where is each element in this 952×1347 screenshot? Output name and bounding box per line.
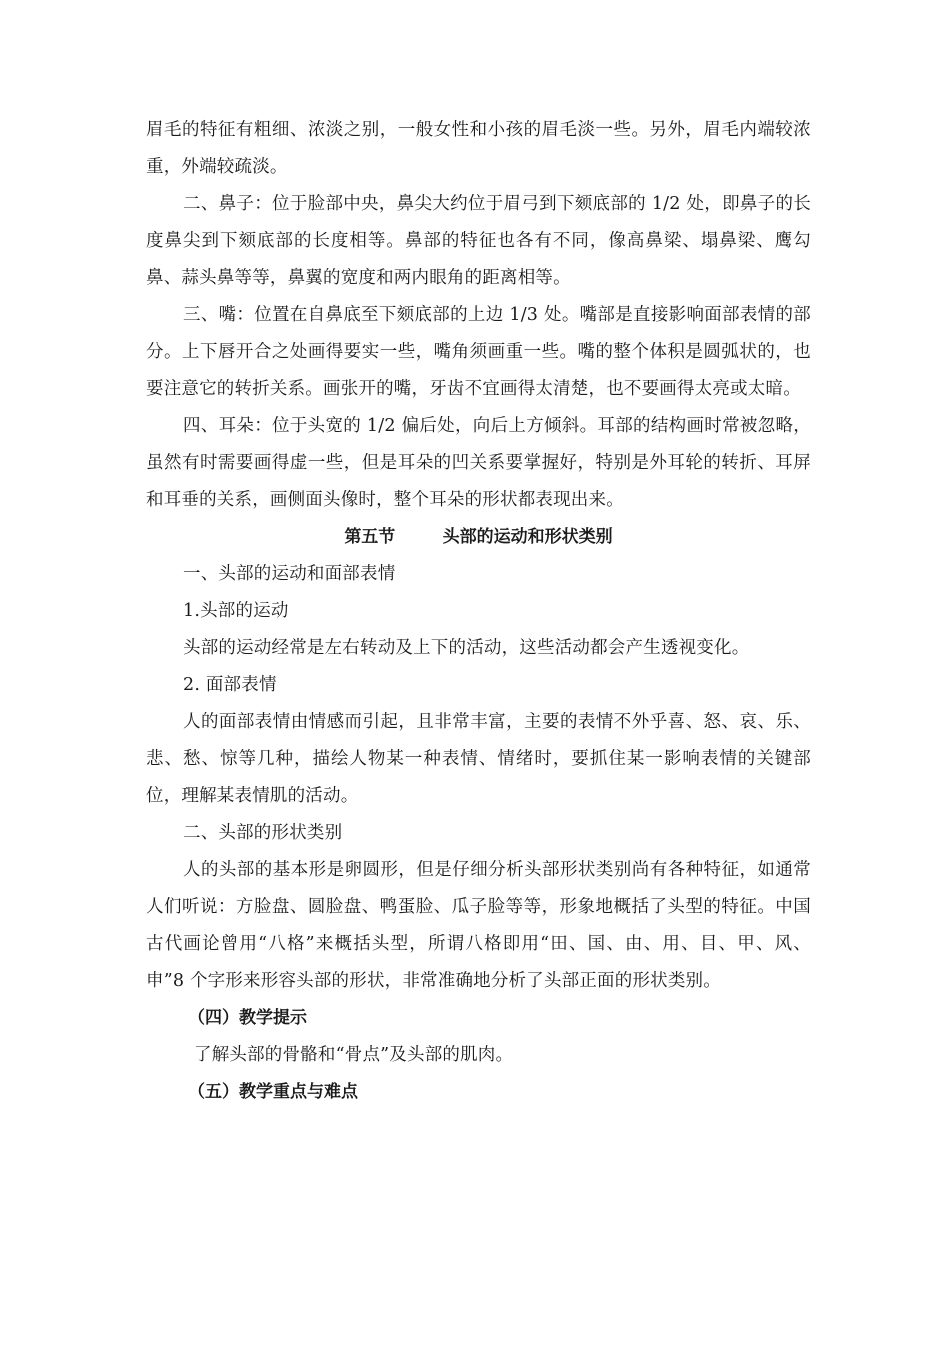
paragraph-facial-expression: 人的面部表情由情感而引起，且非常丰富，主要的表情不外乎喜、怒、哀、乐、悲、愁、惊等几种，描绘人物某一种表情、情绪时，要抓住某一影响表情的关键部位，理解某表情肌的活动。 xyxy=(146,712,811,806)
paragraph-ear: 四、耳朵：位于头宽的 1/2 偏后处，向后上方倾斜。耳部的结构画时常被忽略，虽然有时需要画得虚一些，但是耳朵的凹关系要掌握好，特别是外耳轮的转折、耳屏和耳垂的关系，画侧面头像时，整个耳朵的形状都表现出来。 xyxy=(146,416,811,510)
document-page xyxy=(146,112,811,1111)
heading-teaching-tips: （四）教学提示 xyxy=(188,1008,307,1028)
paragraph-head-motion: 头部的运动经常是左右转动及上下的活动，这些活动都会产生透视变化。 xyxy=(183,638,750,658)
section-title: 第五节 头部的运动和形状类别 xyxy=(344,527,613,547)
paragraph-mouth: 三、嘴：位置在自鼻底至下颏底部的上边 1/3 处。嘴部是直接影响面部表情的部分。上下唇开合之处画得要实一些，嘴角须画重一些。嘴的整个体积是圆弧状的，也要注意它的转折关系。画张开的嘴，牙齿不宜画得太清楚，也不要画得太亮或太暗。 xyxy=(146,305,811,399)
subheading-facial-expression: 2. 面部表情 xyxy=(183,675,277,695)
paragraph-teaching-tips: 了解头部的骨骼和“骨点”及头部的肌肉。 xyxy=(194,1045,514,1065)
paragraph-nose: 二、鼻子：位于脸部中央，鼻尖大约位于眉弓到下颏底部的 1/2 处，即鼻子的长度鼻尖到下颏底部的长度相等。鼻部的特征也各有不同，像高鼻梁、塌鼻梁、鹰勾鼻、蒜头鼻等等，鼻翼的宽度和两内眼角的距离相等。 xyxy=(146,194,811,288)
heading-teaching-focus: （五）教学重点与难点 xyxy=(188,1082,358,1102)
paragraph-eyebrow: 眉毛的特征有粗细、浓淡之别，一般女性和小孩的眉毛淡一些。另外，眉毛内端较浓重，外端较疏淡。 xyxy=(146,120,811,177)
paragraph-head-shape: 人的头部的基本形是卵圆形，但是仔细分析头部形状类别尚有各种特征，如通常人们听说：方脸盘、圆脸盘、鸭蛋脸、瓜子脸等等，形象地概括了头型的特征。中国古代画论曾用“八格”来概括头型，所谓八格即用“田、国、由、用、目、甲、风、申”8 个字形来形容头部的形状，非常准确地分析了头部正面的形状类别。 xyxy=(146,860,811,991)
subheading-motion-expression: 一、头部的运动和面部表情 xyxy=(183,564,396,584)
subheading-head-motion: 1.头部的运动 xyxy=(183,601,289,621)
subheading-head-shape: 二、头部的形状类别 xyxy=(183,823,343,843)
